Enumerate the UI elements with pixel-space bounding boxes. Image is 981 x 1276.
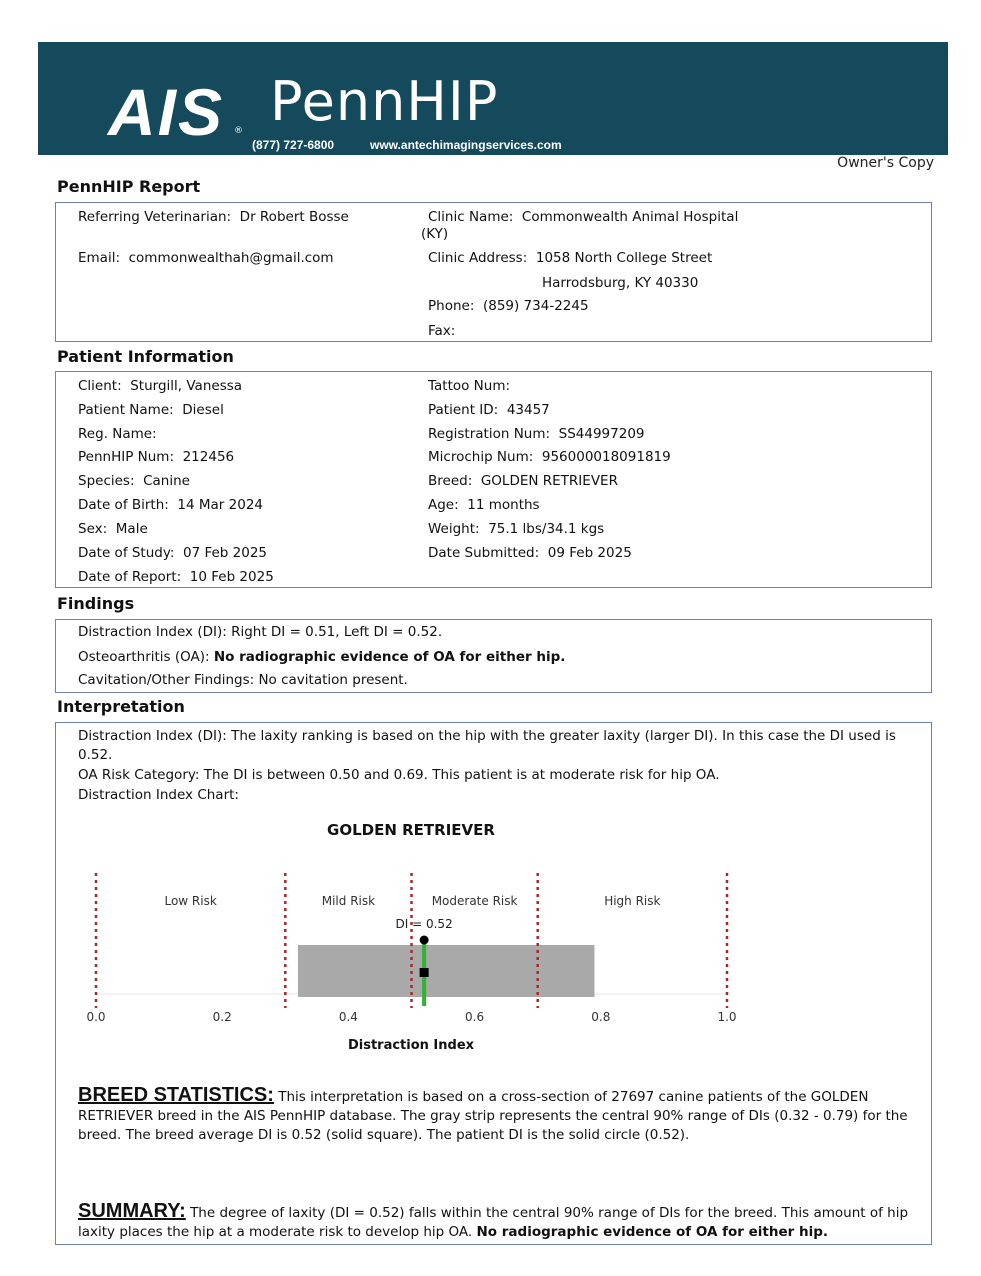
patient-di-circle xyxy=(420,936,429,945)
x-tick-label: 1.0 xyxy=(717,1010,737,1024)
chart-x-axis-label: Distraction Index xyxy=(347,1038,475,1053)
section-title-findings: Findings xyxy=(57,594,135,613)
patient-field-right: Registration Num: SS44997209 xyxy=(428,426,645,442)
risk-zone-label: Moderate Risk xyxy=(431,894,518,908)
summary xyxy=(78,1202,918,1242)
summary-text: The degree of laxity (DI = 0.52) falls within the central 90% range of DIs for the breed. This amount of hip laxity places the hip at a moderate risk to develop hip OA. xyxy=(78,1205,909,1240)
patient-field-left: Date of Study: 07 Feb 2025 xyxy=(78,545,268,561)
x-tick-label: 0.8 xyxy=(591,1010,611,1024)
report-box xyxy=(55,202,932,342)
patient-field-right: Date Submitted: 09 Feb 2025 xyxy=(428,545,632,561)
registered-mark: ® xyxy=(234,126,243,136)
patient-field-right: Age: 11 months xyxy=(428,497,540,513)
risk-zone-label: Mild Risk xyxy=(321,894,376,908)
section-title-interpretation: Interpretation xyxy=(57,697,185,716)
interp-oa-risk: OA Risk Category: The DI is between 0.50 and 0.69. This patient is at moderate risk for hip OA. xyxy=(78,767,720,783)
section-title-patient: Patient Information xyxy=(57,347,234,366)
patient-field-right: Patient ID: 43457 xyxy=(428,402,550,418)
risk-zone-label: Low Risk xyxy=(164,894,217,908)
findings-di: Distraction Index (DI): Right DI = 0.51, Left DI = 0.52. xyxy=(78,624,443,640)
header-banner xyxy=(38,42,948,155)
x-tick-label: 0.6 xyxy=(465,1010,485,1024)
patient-field-right: Microchip Num: 956000018091819 xyxy=(428,449,671,465)
breed-statistics-heading: BREED STATISTICS: xyxy=(78,1084,274,1106)
header-phone: (877) 727-6800 xyxy=(252,138,335,152)
pennhip-logo: PennHIP xyxy=(270,70,499,133)
clinic-phone: Phone: (859) 734-2245 xyxy=(428,298,589,314)
risk-zone-label: High Risk xyxy=(604,894,661,908)
referring-vet: Referring Veterinarian: Dr Robert Bosse xyxy=(78,209,349,225)
x-tick-label: 0.2 xyxy=(212,1010,232,1024)
interpretation-box xyxy=(55,722,932,1245)
patient-field-left: Client: Sturgill, Vanessa xyxy=(78,378,243,394)
interp-chart-label: Distraction Index Chart: xyxy=(78,787,239,803)
summary-heading: SUMMARY: xyxy=(78,1200,186,1222)
ais-logo: AIS xyxy=(108,75,225,149)
patient-field-left: Date of Report: 10 Feb 2025 xyxy=(78,569,274,585)
findings-cavitation: Cavitation/Other Findings: No cavitation present. xyxy=(78,672,408,688)
interp-di-text: Distraction Index (DI): The laxity ranking is based on the hip with the greater laxity (larger DI). In this case the DI used is 0.52. xyxy=(78,728,896,763)
email: Email: commonwealthah@gmail.com xyxy=(78,250,334,266)
findings-oa: Osteoarthritis (OA): No radiographic evidence of OA for either hip. xyxy=(78,649,566,665)
patient-field-left: Reg. Name: xyxy=(78,426,157,442)
chart-title: GOLDEN RETRIEVER xyxy=(327,821,495,839)
patient-field-left: Sex: Male xyxy=(78,521,148,537)
patient-field-left: Date of Birth: 14 Mar 2024 xyxy=(78,497,264,513)
section-title-report: PennHIP Report xyxy=(57,177,201,196)
clinic-address-line2: Harrodsburg, KY 40330 xyxy=(542,275,699,291)
x-tick-label: 0.4 xyxy=(338,1010,358,1024)
patient-di-label: DI = 0.52 xyxy=(395,917,453,931)
patient-field-right: Weight: 75.1 lbs/34.1 kgs xyxy=(428,521,605,537)
breed-statistics xyxy=(78,1086,918,1145)
header-website: www.antechimagingservices.com xyxy=(370,138,562,152)
patient-field-right: Breed: GOLDEN RETRIEVER xyxy=(428,473,618,489)
breed-statistics-text: This interpretation is based on a cross-section of 27697 canine patients of the GOLDEN RETRIEVER breed in the AIS PennHIP database. The gray strip represents the central 90% range of DIs (0.32 - 0.79) for the breed. The breed average DI is 0.52 (solid square). The patient DI is the solid circle (0.52). xyxy=(78,1089,908,1143)
patient-field-left: Patient Name: Diesel xyxy=(78,402,224,418)
breed-average-square xyxy=(420,968,429,977)
clinic-fax: Fax: xyxy=(428,323,456,339)
breed-range-strip xyxy=(298,945,595,997)
clinic-name-cont: (KY) xyxy=(421,226,449,242)
clinic-name: Clinic Name: Commonwealth Animal Hospital xyxy=(428,209,739,225)
summary-bold-text: No radiographic evidence of OA for either hip. xyxy=(476,1224,829,1240)
patient-field-left: Species: Canine xyxy=(78,473,190,489)
owners-copy-label: Owner's Copy xyxy=(837,155,934,171)
findings-box xyxy=(55,619,932,693)
x-tick-label: 0.0 xyxy=(86,1010,106,1024)
clinic-address: Clinic Address: 1058 North College Street xyxy=(428,250,713,266)
patient-box xyxy=(55,371,932,588)
patient-field-right: Tattoo Num: xyxy=(428,378,511,394)
patient-field-left: PennHIP Num: 212456 xyxy=(78,449,235,465)
